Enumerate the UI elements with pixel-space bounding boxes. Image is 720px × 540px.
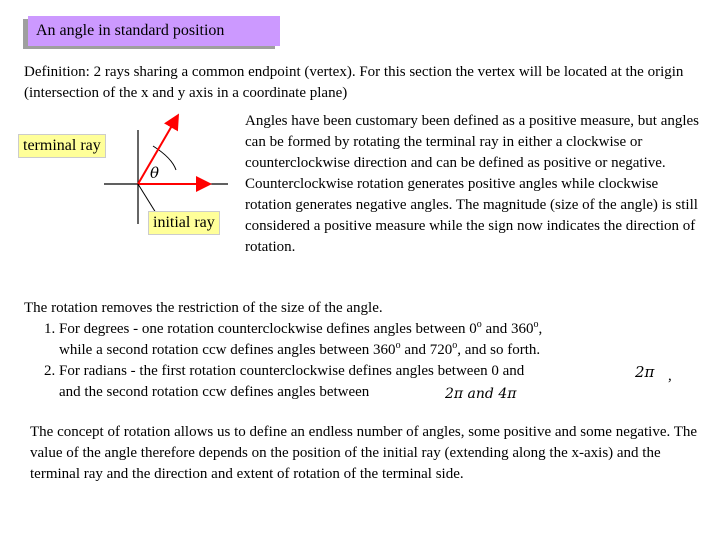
- pi-range-expression: 2π and 4π: [445, 386, 517, 402]
- concept-paragraph: The concept of rotation allows us to define an endless number of angles, some positive and some negative. The value of the angle therefore depends on the position of the initial ray (extending along the x-axis) and the terminal ray and the direction and extent of rotation of the terminal side.: [30, 424, 698, 482]
- theta-symbol: θ: [150, 164, 160, 182]
- degrees-item: 1. For degrees - one rotation counterclockwise defines angles between 0$^o$ and 360$^o$,: [44, 319, 543, 337]
- page-title: An angle in standard position: [36, 22, 225, 39]
- degrees-item-line2: while a second rotation ccw defines angles between 360$^o$ and 720$^o$, and so forth.: [59, 340, 541, 358]
- terminal-ray-label: terminal ray: [18, 134, 106, 158]
- angle-description: Angles have been customary been defined as a positive measure, but angles can be formed by rotating the terminal ray in either a clockwise or counterclockwise direction and can be defined as positive or negative. Counterclockwise rotation generates positive angles while clockwise rotation generates negative angles. The magnitude (size of the angle) is still considered a positive measure while the sign now indicates the direction of rotation.: [245, 113, 700, 255]
- definition-text: Definition: 2 rays sharing a common endpoint (vertex). For this section the vertex will be located at the origin (intersection of the x and y axis in a coordinate plane): [24, 64, 684, 101]
- two-pi-expression: 2π: [635, 363, 655, 381]
- radians-item: 2. For radians - the first rotation counterclockwise defines angles between 0 and: [44, 363, 525, 379]
- angle-diagram: [100, 106, 240, 226]
- initial-ray-label: initial ray: [148, 211, 220, 235]
- rotation-section: [24, 298, 714, 403]
- radians-item-line2: and the second rotation ccw defines angles between: [59, 384, 370, 400]
- two-pi-comma: ,: [668, 368, 672, 384]
- initial-label-pointer: [138, 184, 156, 213]
- rotation-intro: The rotation removes the restriction of the size of the angle.: [24, 300, 383, 316]
